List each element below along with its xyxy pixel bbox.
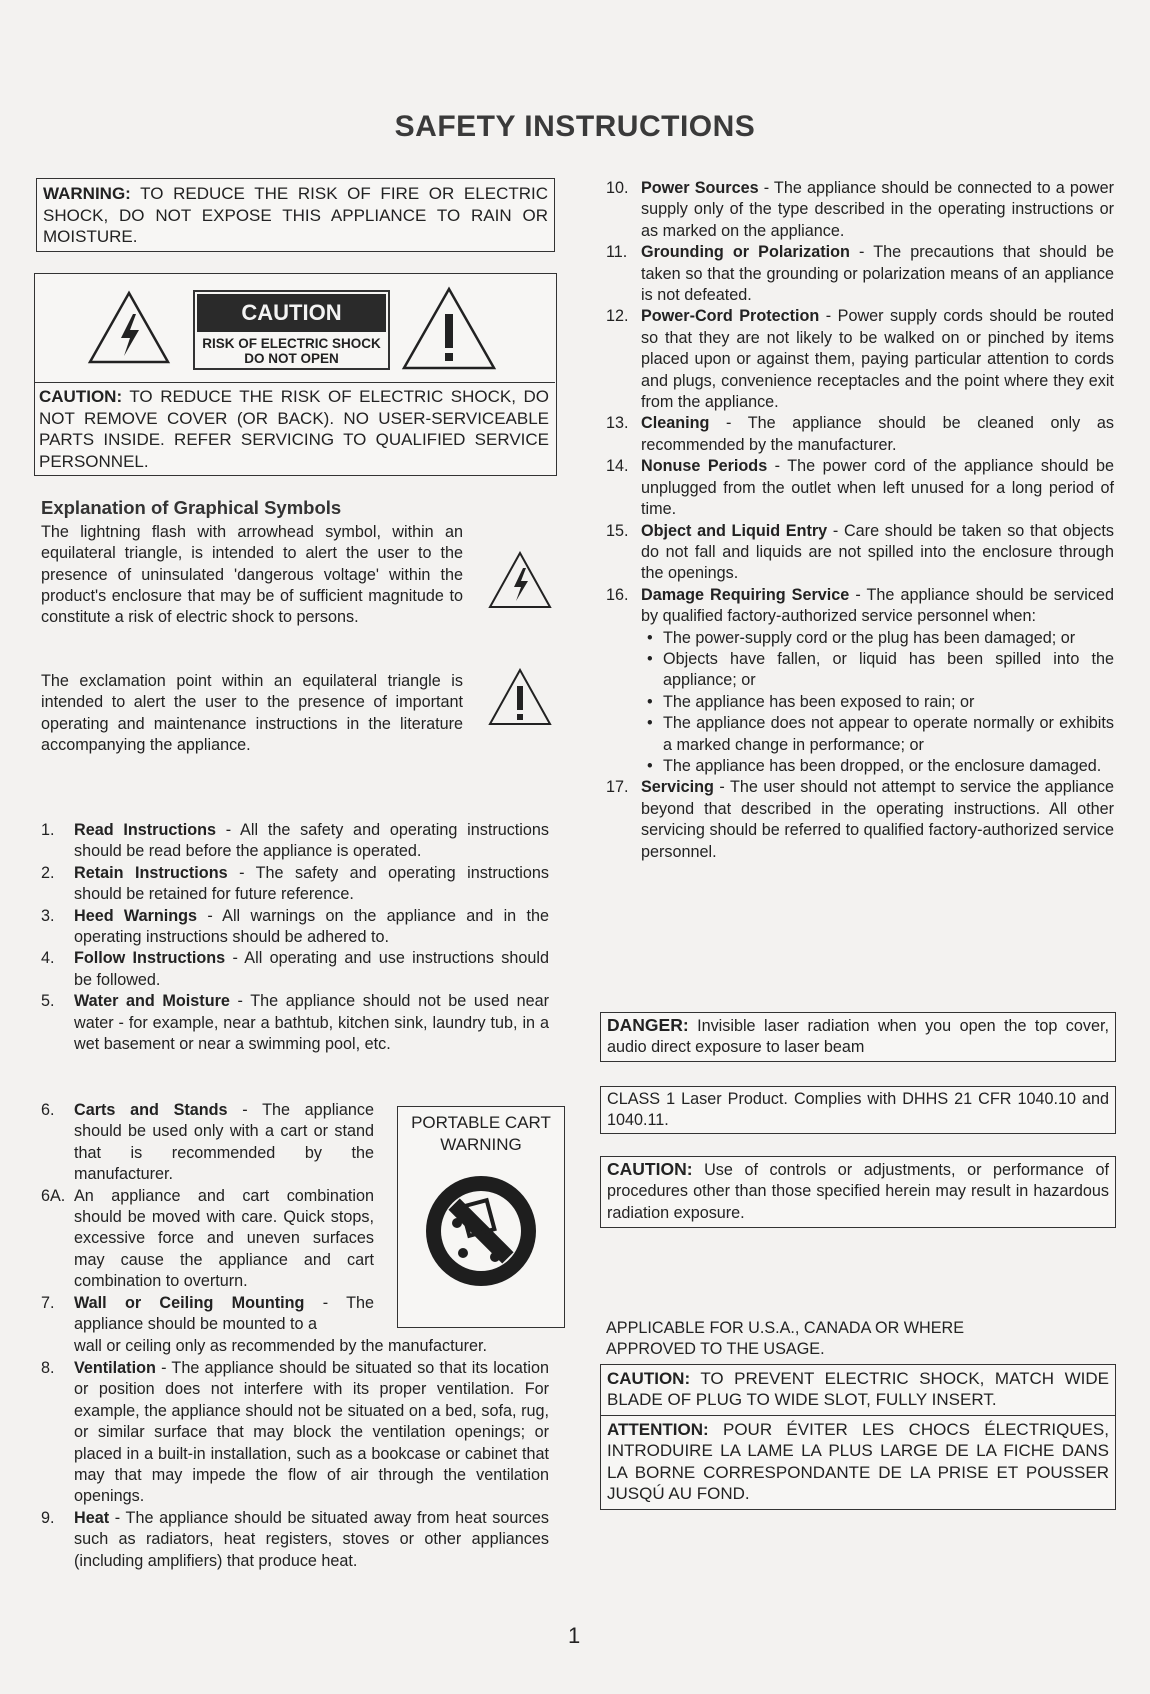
list-item: 16. Damage Requiring Service - The appliance should be serviced by qualified factory-authorized service personnel when: • The power-supply cord or the plug has been damaged; or • Objects have fallen, or liquid has been spilled into the appliance; or • The appliance has been exposed to rain; or • The appliance does not appear to operate normally or exhibits a marked change in performance; or • The appliance has been dropped, or the enclosure damaged. bbox=[606, 585, 1114, 778]
symbols-heading: Explanation of Graphical Symbols bbox=[41, 497, 342, 518]
instructions-list-left bbox=[41, 820, 549, 1055]
caution-plug-box bbox=[600, 1364, 1116, 1510]
list-item: 2. Retain Instructions - The safety and operating instructions should be retained for future reference. bbox=[41, 863, 550, 904]
bullet-item: • The appliance does not appear to operate normally or exhibits a marked change in performance; or bbox=[641, 713, 1114, 756]
caution-sign bbox=[193, 290, 390, 370]
instructions-list-right bbox=[606, 178, 1114, 863]
exclamation-explanation: The exclamation point within an equilateral triangle is intended to alert the user to the presence of important operating and maintenance instructions in the literature accompanying the appliance. bbox=[41, 672, 463, 754]
caution-plug-text: CAUTION: TO PREVENT ELECTRIC SHOCK, MATCH WIDE BLADE OF PLUG TO WIDE SLOT, FULLY INSERT. bbox=[607, 1369, 1109, 1410]
instructions-list-cart bbox=[41, 1100, 374, 1335]
caution-plug-label: CAUTION: bbox=[607, 1369, 691, 1388]
warning-text: WARNING: TO REDUCE THE RISK OF FIRE OR ELECTRIC SHOCK, DO NOT EXPOSE THIS APPLIANCE TO RAIN OR MOISTURE. bbox=[43, 184, 549, 246]
list-item: 9. Heat - The appliance should be situated away from heat sources such as radiators, heat registers, stoves or other appliances (including amplifiers) that produce heat. bbox=[41, 1508, 549, 1570]
list-item: 13. Cleaning - The appliance should be cleaned only as recommended by the manufacturer. bbox=[606, 414, 1114, 454]
applicable-text: APPLICABLE FOR U.S.A., CANADA OR WHERE APPROVED TO THE USAGE. bbox=[606, 1319, 965, 1359]
exclamation-triangle-icon bbox=[401, 286, 497, 372]
attention-text: ATTENTION: POUR ÉVITER LES CHOCS ÉLECTRIQUES, INTRODUIRE LA LAME LA PLUS LARGE DE LA FICHE DANS LA BORNE CORRESPONDANTE DE LA PRISE ET POUSSER JUSQÚ AU FOND. bbox=[607, 1420, 1109, 1503]
exclamation-triangle-small-icon bbox=[488, 668, 552, 726]
page-number: 1 bbox=[568, 1623, 581, 1648]
list-item: 5. Water and Moisture - The appliance should not be used near water - for example, near a bathtub, kitchen sink, laundry tub, in a wet basement or near a swimming pool, etc. bbox=[41, 992, 549, 1054]
list-item: 6A. An appliance and cart combination should be moved with care. Quick stops, excessive force and uneven surfaces may cause the appliance and cart combination to overturn. bbox=[41, 1186, 374, 1291]
caution-text: CAUTION: TO REDUCE THE RISK OF ELECTRIC SHOCK, DO NOT REMOVE COVER (OR BACK). NO USER-SERVICEABLE PARTS INSIDE. REFER SERVICING TO QUALIFIED SERVICE PERSONNEL. bbox=[39, 387, 550, 471]
list-item: 10. Power Sources - The appliance should be connected to a power supply only of the type described in the operating instructions or as marked on the appliance. bbox=[606, 179, 1114, 240]
attention-label: ATTENTION: bbox=[607, 1420, 709, 1439]
list-item: 8. Ventilation - The appliance should be situated so that its location or position does not interfere with its proper ventilation. For example, the appliance should not be situated on a bed, sofa, rug, or similar surface that may block the ventilation openings; or placed in a built-in installation, such as a bookcase or cabinet that may that may impede the flow of air through the ventilation openings. bbox=[41, 1359, 549, 1506]
list-item: 4. Follow Instructions - All operating and use instructions should be followed. bbox=[41, 949, 549, 989]
caution-laser-box bbox=[600, 1156, 1116, 1228]
portable-cart-box bbox=[397, 1106, 565, 1328]
list-item: 11. Grounding or Polarization - The precautions that should be taken so that the grounding or polarization means of an appliance is not defeated. bbox=[606, 243, 1114, 305]
portable-cart-icon bbox=[423, 1173, 539, 1289]
list-item: 14. Nonuse Periods - The power cord of the appliance should be unplugged from the outlet when left unused for a long period of time. bbox=[606, 457, 1114, 519]
caution-sign-sub1: RISK OF ELECTRIC SHOCK bbox=[202, 336, 381, 351]
list-item: 15. Object and Liquid Entry - Care should be taken so that objects do not fall and liquids are not spilled into the enclosure through the openings. bbox=[606, 521, 1114, 583]
warning-label: WARNING: bbox=[43, 184, 131, 203]
caution-box bbox=[34, 273, 557, 476]
list-item: 3. Heed Warnings - All warnings on the appliance and in the operating instructions should be adhered to. bbox=[41, 906, 549, 947]
cart-box-line1: PORTABLE CART bbox=[411, 1113, 551, 1132]
caution-laser-text: CAUTION: Use of controls or adjustments, or performance of procedures other than those specified herein may result in hazardous radiation exposure. bbox=[607, 1159, 1109, 1222]
lightning-explanation: The lightning flash with arrowhead symbol, within an equilateral triangle, is intended to alert the user to the presence of uninsulated 'dangerous voltage' within the product's enclosure that may be of sufficient magnitude to constitute a risk of electric shock to persons. bbox=[41, 523, 463, 627]
danger-text: DANGER: Invisible laser radiation when you open the top cover, audio direct exposure to laser beam bbox=[607, 1015, 1109, 1057]
caution-divider bbox=[35, 382, 555, 383]
danger-box bbox=[600, 1012, 1116, 1062]
bullet-item: • The power-supply cord or the plug has been damaged; or bbox=[641, 628, 1114, 649]
list-item: 7. Wall or Ceiling Mounting - The appliance should be mounted to a bbox=[41, 1293, 374, 1334]
list-item: 17. Servicing - The user should not attempt to service the appliance beyond that described in the operating instructions. All other servicing should be referred to qualified factory-authorized service personnel. bbox=[606, 778, 1114, 861]
damage-bullets bbox=[641, 628, 1114, 778]
page-title: SAFETY INSTRUCTIONS bbox=[394, 110, 756, 143]
caution-laser-label: CAUTION: bbox=[607, 1159, 693, 1179]
list-item: 12. Power-Cord Protection - Power supply cords should be routed so that they are not likely to be walked on or pinched by items placed upon or against them, paying particular attention to cords and plugs, convenience receptacles and the point where they exit from the appliance. bbox=[606, 307, 1114, 412]
bullet-item: • Objects have fallen, or liquid has been spilled into the appliance; or bbox=[641, 649, 1114, 692]
list-item: 6. Carts and Stands - The appliance should be used only with a cart or stand that is recommended by the manufacturer. bbox=[41, 1101, 374, 1184]
bullet-item: • The appliance has been exposed to rain; or bbox=[641, 692, 1114, 713]
bullet-item: • The appliance has been dropped, or the enclosure damaged. bbox=[641, 756, 1114, 777]
lightning-triangle-small-icon bbox=[488, 551, 552, 609]
warning-box bbox=[36, 178, 555, 252]
cart-box-line2: WARNING bbox=[440, 1135, 522, 1154]
caution-sign-sub2: DO NOT OPEN bbox=[244, 351, 339, 366]
caution-sign-title: CAUTION bbox=[197, 294, 386, 332]
class1-text: CLASS 1 Laser Product. Complies with DHHS 21 CFR 1040.10 and 1040.11. bbox=[607, 1090, 1109, 1130]
item7-continuation: wall or ceiling only as recommended by the manufacturer. bbox=[74, 1337, 487, 1355]
instructions-list-left2 bbox=[41, 1358, 549, 1572]
caution-label: CAUTION: bbox=[39, 387, 123, 406]
lightning-triangle-icon bbox=[87, 290, 171, 366]
danger-label: DANGER: bbox=[607, 1015, 689, 1035]
class1-box bbox=[600, 1086, 1116, 1134]
list-item: 1. Read Instructions - All the safety and operating instructions should be read before the appliance is operated. bbox=[41, 821, 549, 861]
